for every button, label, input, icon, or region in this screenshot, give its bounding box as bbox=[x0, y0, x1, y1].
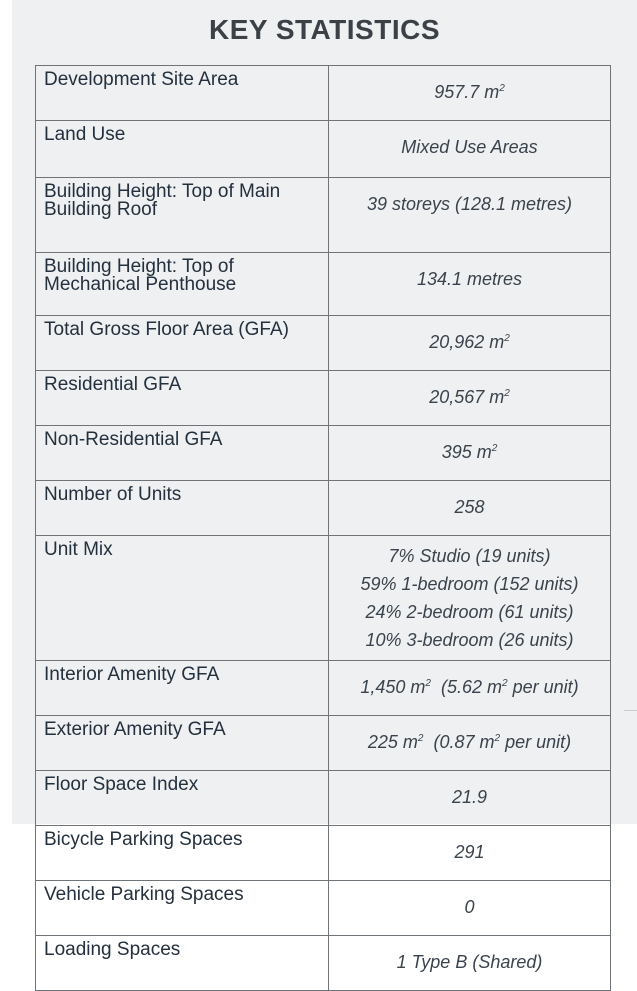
row-label: Total Gross Floor Area (GFA) bbox=[36, 316, 329, 371]
row-label: Unit Mix bbox=[36, 536, 329, 661]
row-value: 20,962 $m^2$ bbox=[329, 316, 611, 371]
row-label: Development Site Area bbox=[36, 66, 329, 121]
row-value bbox=[329, 536, 611, 661]
row-value: 291 bbox=[329, 826, 611, 881]
row-label: Interior Amenity GFA bbox=[36, 661, 329, 716]
table-row bbox=[36, 66, 611, 121]
table-row bbox=[36, 253, 611, 316]
row-value: 134.1 metres bbox=[329, 253, 611, 316]
table-row bbox=[36, 481, 611, 536]
row-label: Land Use bbox=[36, 121, 329, 178]
row-value: 1,450 $m^2$ (5.62 $m^2$ per unit) bbox=[329, 661, 611, 716]
unit-mix-line: 7% Studio (19 units) bbox=[388, 546, 551, 566]
table-row bbox=[36, 881, 611, 936]
row-value: Mixed Use Areas bbox=[329, 121, 611, 178]
table-row bbox=[36, 826, 611, 881]
row-label: Vehicle Parking Spaces bbox=[36, 881, 329, 936]
table-row bbox=[36, 716, 611, 771]
row-value: 395 $m^2$ bbox=[329, 426, 611, 481]
unit-mix-line: 24% 2-bedroom (61 units) bbox=[365, 602, 574, 622]
table-row bbox=[36, 121, 611, 178]
key-statistics-table bbox=[35, 65, 611, 991]
table-row bbox=[36, 936, 611, 991]
table-row bbox=[36, 371, 611, 426]
table-row bbox=[36, 536, 611, 661]
table-row bbox=[36, 178, 611, 253]
row-value: 258 bbox=[329, 481, 611, 536]
unit-mix-line: 59% 1-bedroom (152 units) bbox=[360, 574, 579, 594]
row-label: Number of Units bbox=[36, 481, 329, 536]
row-value: 39 storeys (128.1 metres) bbox=[329, 178, 611, 253]
table-row bbox=[36, 661, 611, 716]
row-label: Residential GFA bbox=[36, 371, 329, 426]
row-value: 20,567 $m^2$ bbox=[329, 371, 611, 426]
row-label: Non-Residential GFA bbox=[36, 426, 329, 481]
row-value: 957.7 $m^2$ bbox=[329, 66, 611, 121]
unit-mix-line: 10% 3-bedroom (26 units) bbox=[365, 630, 574, 650]
row-label: Building Height: Top of Mechanical Penthouse bbox=[36, 253, 329, 316]
row-label: Building Height: Top of Main Building Roof bbox=[36, 178, 329, 253]
table-row bbox=[36, 316, 611, 371]
table-row bbox=[36, 771, 611, 826]
row-label: Bicycle Parking Spaces bbox=[36, 826, 329, 881]
row-label: Floor Space Index bbox=[36, 771, 329, 826]
row-value: 225 $m^2$ (0.87 $m^2$ per unit) bbox=[329, 716, 611, 771]
row-value: 1 Type B (Shared) bbox=[329, 936, 611, 991]
divider bbox=[624, 710, 637, 711]
page-title: KEY STATISTICS bbox=[208, 14, 441, 45]
row-label: Loading Spaces bbox=[36, 936, 329, 991]
row-value: 21.9 bbox=[329, 771, 611, 826]
row-label: Exterior Amenity GFA bbox=[36, 716, 329, 771]
row-value: 0 bbox=[329, 881, 611, 936]
table-row bbox=[36, 426, 611, 481]
